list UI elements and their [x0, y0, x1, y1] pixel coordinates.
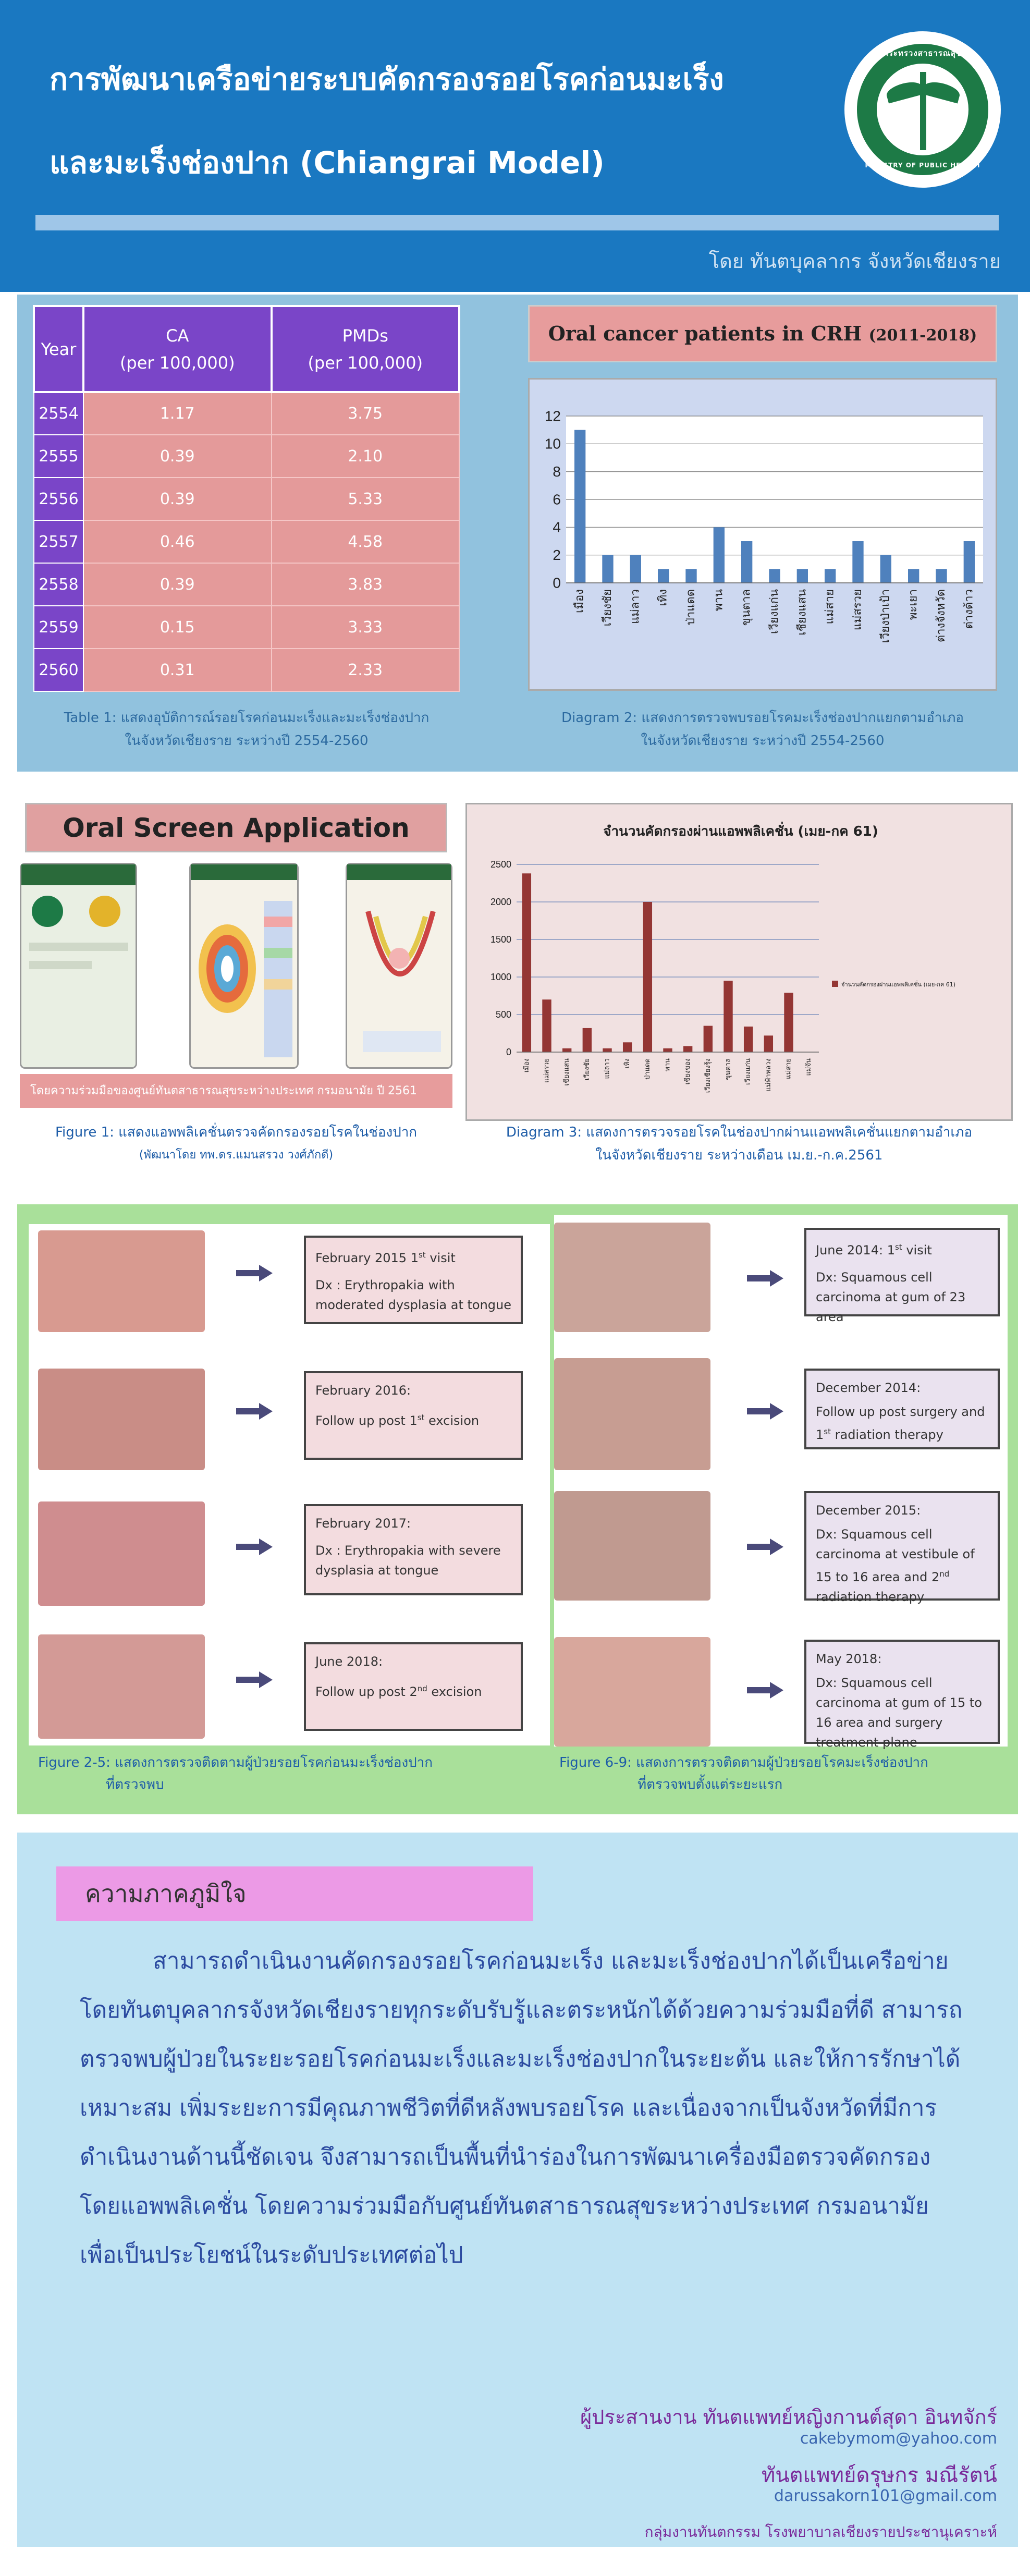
- chart1-title-box: [528, 305, 997, 362]
- incidence-table: [33, 305, 460, 692]
- right-case-caption: [559, 1752, 1008, 1796]
- bar: [630, 555, 641, 583]
- seal-top-text: กระทรวงสาธารณสุข: [883, 48, 962, 58]
- chart2-title: จำนวนคัดกรองผ่านแอพพลิเคชั่น (เมย-กค 61): [603, 824, 878, 839]
- bar: [685, 569, 696, 583]
- title-line-1: การพัฒนาเครือข่ายระบบคัดกรองรอยโรคก่อนมะเร็ง: [50, 62, 724, 97]
- col-pmd-label: PMDs: [342, 325, 388, 346]
- case-right-3-sup: nd: [939, 1569, 950, 1579]
- col-ca-label: CA: [166, 325, 189, 346]
- dentist-email[interactable]: darussakorn101@gmail.com: [774, 2487, 997, 2505]
- incidence-section: [17, 295, 1018, 772]
- chart2-panel: [465, 803, 1013, 1121]
- coordinator-name: ผู้ประสานงาน ทันตแพทย์หญิงกานต์สุดา อินทจักร์: [580, 2406, 997, 2428]
- pride-line: สามารถดำเนินงานคัดกรองรอยโรคก่อนมะเร็ง และมะเร็งช่องปากได้เป็นเครือข่าย: [153, 1948, 949, 1974]
- arrow-right-icon: [236, 1267, 273, 1278]
- chart2-caption-line-2: ในจังหวัดเชียงราย ระหว่างเดือน เม.ย.-ก.ค.2561: [595, 1147, 883, 1163]
- y-tick-label: 2000: [490, 897, 511, 907]
- app-caption: [17, 1121, 455, 1167]
- app-section: [17, 792, 1018, 1189]
- header-divider: [35, 215, 999, 230]
- arrow-right-icon: [236, 1405, 273, 1417]
- mouth-diagram-graphic: [347, 880, 454, 1068]
- phone1-statusbar: [21, 864, 136, 885]
- x-category-label: ป่าแดด: [643, 1058, 652, 1080]
- x-category-label: เวียงชัย: [601, 589, 614, 627]
- y-tick-label: 6: [553, 491, 561, 508]
- x-category-label: เชียงแสน: [795, 589, 809, 636]
- table-row: [34, 520, 459, 563]
- case-left-1-body: Dx : Erythropakia with moderated dysplasia at tongue: [315, 1278, 511, 1312]
- arrow-right-icon: [236, 1674, 273, 1685]
- case-right-1-date: June 2014:: [816, 1243, 884, 1258]
- cell-year: 2554: [34, 392, 83, 435]
- bar: [964, 541, 975, 583]
- poster-header: [0, 0, 1030, 292]
- y-tick-label: 2: [553, 547, 561, 563]
- y-tick-label: 4: [553, 519, 561, 535]
- pride-section: [17, 1833, 1018, 2547]
- case-left-4-body: Follow up post 2: [315, 1684, 418, 1699]
- x-category-label: เวียงแก่น: [744, 1058, 753, 1085]
- phone-screen-3: [346, 863, 452, 1069]
- bar: [602, 555, 613, 583]
- case-left-4-tail: excision: [427, 1684, 482, 1699]
- y-tick-label: 10: [544, 435, 561, 452]
- x-category-label: เทิง: [656, 589, 670, 606]
- right-case-caption-line-2: ที่ตรวจพบตั้งแต่ระยะแรก: [637, 1777, 783, 1792]
- bar: [643, 902, 652, 1052]
- x-category-label: แม่ลาว: [629, 589, 642, 624]
- cell-pmd: 4.58: [272, 520, 460, 563]
- app-banner: [25, 803, 447, 852]
- bar: [880, 555, 891, 583]
- x-category-label: แม่สรวย: [543, 1058, 551, 1083]
- y-tick-label: 0: [506, 1047, 511, 1057]
- cell-ca: 0.39: [83, 435, 272, 478]
- bar: [797, 569, 808, 583]
- case-right-2-tail: radiation therapy: [830, 1427, 943, 1442]
- app-banner-text: Oral Screen Application: [63, 813, 410, 843]
- x-category-label: เวียงเชียงรุ้ง: [704, 1058, 712, 1093]
- case-followup-section: [17, 1204, 1018, 1814]
- y-tick-label: 0: [553, 575, 561, 591]
- y-tick-label: 8: [553, 463, 561, 480]
- table-caption-line-2: ในจังหวัดเชียงราย ระหว่างปี 2554-2560: [125, 733, 369, 749]
- table-row: [34, 392, 459, 435]
- case-left-1-date: February 2015: [315, 1251, 407, 1265]
- table-row: [34, 435, 459, 478]
- x-category-label: แม่จัน: [805, 1058, 813, 1076]
- bar: [663, 1048, 672, 1052]
- x-category-label: แม่ลาว: [603, 1058, 611, 1079]
- case-left-photo-1: [38, 1230, 205, 1332]
- table-body: [34, 392, 459, 691]
- phone2-statusbar: [191, 864, 297, 880]
- bar: [658, 569, 669, 583]
- x-category-label: ต่างด้าว: [962, 589, 976, 629]
- case-right-box-1: [804, 1228, 1000, 1324]
- case-left-photo-3: [38, 1501, 205, 1606]
- case-left-3-body: Dx : Erythropakia with severe dysplasia at tongue: [315, 1543, 501, 1578]
- app-caption-line-2: (พัฒนาโดย ทพ.ดร.แมนสรวง วงศ์ภักดี): [139, 1149, 334, 1162]
- bar: [764, 1035, 773, 1052]
- pride-paragraph: [80, 1937, 976, 2280]
- bar: [522, 873, 531, 1052]
- app-footer-text: โดยความร่วมมือของศูนย์ทันตสาธารณสุขระหว่างประเทศ กรมอนามัย ปี 2561: [30, 1084, 418, 1097]
- case-left-1-visit-num: 1: [410, 1251, 419, 1265]
- pride-line: เหมาะสม เพิ่มระยะการมีคุณภาพชีวิตที่ดีหลังพบรอยโรค และเนื่องจากเป็นจังหวัดที่มีการ: [80, 2095, 937, 2121]
- bar: [603, 1048, 611, 1052]
- chart2-caption: [465, 1121, 1013, 1167]
- phone1-logo2-icon: [89, 896, 120, 927]
- case-right-3-body: Dx: Squamous cell carcinoma at vestibule of 15 to 16 area and 2: [816, 1527, 975, 1584]
- case-right-1-visit-num: 1: [887, 1243, 895, 1258]
- case-right-photo-4: [554, 1637, 710, 1747]
- bar: [562, 1048, 571, 1052]
- case-left-3-date: February 2017:: [315, 1516, 411, 1531]
- dentist-name: ทันตแพทย์ดรุษกร มณีรัตน์: [761, 2463, 997, 2487]
- cell-ca: 1.17: [83, 392, 272, 435]
- table-row: [34, 478, 459, 520]
- cell-year: 2557: [34, 520, 83, 563]
- y-tick-label: 1500: [490, 934, 511, 945]
- cell-year: 2560: [34, 649, 83, 691]
- cell-ca: 0.15: [83, 606, 272, 649]
- case-left-1-visit-rest: visit: [425, 1251, 456, 1265]
- cell-pmd: 3.75: [272, 392, 460, 435]
- case-right-1-visit-sup: st: [894, 1242, 902, 1252]
- case-right-1-date-line: [816, 1237, 988, 1260]
- pride-heading-box: [56, 1866, 533, 1921]
- title-line-2: และมะเร็งช่องปาก (Chiangrai Model): [50, 145, 605, 180]
- x-category-label: เชียงแสน: [563, 1058, 571, 1086]
- cell-pmd: 2.33: [272, 649, 460, 691]
- cell-ca: 0.46: [83, 520, 272, 563]
- col-year: Year: [34, 306, 83, 392]
- case-right-2-date: December 2014:: [816, 1381, 921, 1395]
- case-left-4-date: June 2018:: [315, 1654, 383, 1669]
- case-left-box-1: [304, 1236, 523, 1324]
- case-right-2-body: Follow up post surgery and 1: [816, 1405, 985, 1442]
- cell-ca: 0.39: [83, 563, 272, 606]
- case-right-photo-3: [554, 1491, 710, 1601]
- case-left-2-body: Follow up post 1: [315, 1413, 418, 1428]
- bar: [704, 1026, 713, 1052]
- bar: [741, 541, 752, 583]
- cell-year: 2556: [34, 478, 83, 520]
- case-left-box-4: [304, 1642, 523, 1731]
- bar: [683, 1046, 692, 1052]
- x-category-label: แม่สรวย: [851, 589, 864, 631]
- case-left-2-date: February 2016:: [315, 1383, 411, 1398]
- case-left-1-date-line: [315, 1245, 511, 1268]
- ministry-seal-logo: [844, 31, 1001, 188]
- bar: [769, 569, 780, 583]
- phone1-menu-line: [29, 943, 128, 951]
- bar: [908, 569, 919, 583]
- case-right-photo-1: [554, 1223, 710, 1332]
- x-category-label: เมือง: [522, 1058, 531, 1073]
- col-ca: [83, 306, 272, 392]
- arrow-right-icon: [747, 1405, 783, 1417]
- phone1-logo-icon: [32, 896, 63, 927]
- case-right-photo-2: [554, 1358, 710, 1470]
- phone3-statusbar: [347, 864, 451, 880]
- chart1-panel: [528, 378, 997, 691]
- case-right-1-body: Dx: Squamous cell carcinoma at gum of 23 area: [816, 1270, 966, 1324]
- table-row: [34, 563, 459, 606]
- x-category-label: เชียงของ: [684, 1058, 692, 1085]
- case-left-4-sup: nd: [417, 1684, 427, 1693]
- pride-line: ตรวจพบผู้ป่วยในระยะรอยโรคก่อนมะเร็งและมะเร็งช่องปากในระยะต้น และให้การรักษาได้: [80, 2046, 961, 2072]
- arrow-right-icon: [747, 1541, 783, 1552]
- case-left-box-3: [304, 1504, 523, 1595]
- table-row: [34, 649, 459, 691]
- y-tick-label: 500: [495, 1009, 511, 1020]
- chart1-caption-line-2: ในจังหวัดเชียงราย ระหว่างปี 2554-2560: [641, 733, 885, 749]
- bar: [825, 569, 836, 583]
- x-category-label: พะเยา: [906, 589, 920, 620]
- y-tick-label: 2500: [490, 859, 511, 870]
- organization: กลุ่มงานทันตกรรม โรงพยาบาลเชียงรายประชานุเคราะห์: [644, 2523, 997, 2541]
- table-row: [34, 606, 459, 649]
- chart2-svg: [467, 804, 1014, 1122]
- case-left-photo-4: [38, 1634, 205, 1739]
- col-ca-unit: (per 100,000): [119, 352, 235, 373]
- left-case-caption: [38, 1752, 507, 1796]
- bar: [724, 981, 732, 1052]
- app-caption-line-1: Figure 1: แสดงแอพพลิเคชั่นตรวจคัดกรองรอยโรคในช่องปาก: [55, 1125, 418, 1140]
- x-category-label: เวียงชัย: [583, 1058, 591, 1081]
- case-right-3-tail: radiation therapy: [816, 1590, 925, 1604]
- phone-screen-1: [20, 863, 137, 1069]
- x-category-label: แม่ฟ้าหลวง: [764, 1058, 772, 1092]
- cell-ca: 0.31: [83, 649, 272, 691]
- arrow-right-icon: [747, 1272, 783, 1284]
- arrow-right-icon: [747, 1684, 783, 1695]
- byline: โดย ทันตบุคลากร จังหวัดเชียงราย: [708, 250, 1001, 273]
- pride-line: ดำเนินงานด้านนี้ชัดเจน จึงสามารถเป็นพื้นที่นำร่องในการพัฒนาเครื่องมือตรวจคัดกรอง: [80, 2144, 931, 2170]
- case-right-box-3: [804, 1491, 1000, 1604]
- legend-swatch: [832, 981, 838, 987]
- x-category-label: เมือง: [573, 589, 586, 613]
- bar: [852, 541, 863, 583]
- cell-pmd: 5.33: [272, 478, 460, 520]
- x-category-label: เวียงแก่น: [768, 589, 781, 634]
- x-category-label: พาน: [664, 1058, 672, 1071]
- legend-label: จำนวนคัดกรองผ่านแอพพลิเคชั่น (เมย-กค 61): [841, 981, 956, 988]
- phone-screen-2: [189, 863, 299, 1069]
- plot-area: [517, 864, 819, 1052]
- phone1-menu-line: [29, 961, 92, 969]
- chart1-title: [530, 307, 996, 363]
- coordinator-email[interactable]: cakebymom@yahoo.com: [800, 2430, 997, 2448]
- case-right-1-visit-rest: visit: [902, 1243, 932, 1258]
- bar: [714, 527, 725, 583]
- bar: [583, 1028, 592, 1052]
- right-case-caption-line-1: Figure 6-9: แสดงการตรวจติดตามผู้ป่วยรอยโรคมะเร็งช่องปาก: [559, 1755, 928, 1771]
- chart1-caption-line-1: Diagram 2: แสดงการตรวจพบรอยโรคมะเร็งช่องปากแยกตามอำเภอ: [561, 710, 964, 726]
- seal-bottom-text: MINISTRY OF PUBLIC HEALTH: [865, 162, 980, 169]
- case-right-3-date: December 2015:: [816, 1503, 921, 1518]
- case-right-2-sup: st: [824, 1427, 831, 1436]
- cell-pmd: 3.83: [272, 563, 460, 606]
- case-right-4-body: Dx: Squamous cell carcinoma at gum of 15 to 16 area and surgery treatment plane: [816, 1676, 982, 1750]
- chart2-caption-line-1: Diagram 3: แสดงการตรวจรอยโรคในช่องปากผ่านแอพพลิเคชั่นแยกตามอำเภอ: [506, 1125, 973, 1140]
- app-footer-band: [20, 1074, 452, 1108]
- pride-heading: ความภาคภูมิใจ: [85, 1879, 247, 1908]
- bar: [623, 1042, 632, 1052]
- x-category-label: ป่าแดด: [684, 589, 697, 626]
- y-tick-label: 12: [544, 408, 561, 424]
- case-left-box-2: [304, 1371, 523, 1460]
- x-category-label: ขุนตาล: [724, 1058, 732, 1080]
- x-category-label: พาน: [712, 589, 726, 611]
- case-right-4-date: May 2018:: [816, 1652, 882, 1666]
- x-category-label: เวียงป่าเป้า: [879, 589, 892, 643]
- chart1-caption: [528, 706, 997, 752]
- cell-year: 2559: [34, 606, 83, 649]
- case-right-box-2: [804, 1369, 1000, 1449]
- col-pmd: [272, 306, 460, 392]
- case-left-2-sup: st: [417, 1413, 425, 1422]
- tooth-map-graphic: [191, 880, 300, 1068]
- ca-table: [33, 305, 460, 692]
- x-category-label: แม่สาย: [823, 589, 837, 625]
- col-pmd-unit: (per 100,000): [308, 352, 423, 373]
- pride-line: โดยทันตบุคลากรจังหวัดเชียงรายทุกระดับรับรู้และตระหนักได้ด้วยความร่วมมือที่ดี สามารถ: [80, 1997, 963, 2023]
- cell-pmd: 2.10: [272, 435, 460, 478]
- case-left-2-tail: excision: [424, 1413, 480, 1428]
- caduceus-icon: [920, 72, 926, 150]
- chart1-title-text: Oral cancer patients in CRH: [548, 322, 862, 345]
- case-left-1-visit-sup: st: [418, 1250, 426, 1260]
- left-case-caption-line-2: ที่ตรวจพบ: [106, 1777, 164, 1792]
- bar: [784, 993, 793, 1052]
- case-right-box-4: [804, 1640, 1000, 1750]
- chart1-title-years: (2011-2018): [868, 326, 977, 345]
- app-screens: [20, 863, 452, 1071]
- left-case-caption-line-1: Figure 2-5: แสดงการตรวจติดตามผู้ป่วยรอยโรคก่อนมะเร็งช่องปาก: [38, 1755, 433, 1771]
- cell-year: 2558: [34, 563, 83, 606]
- bar: [744, 1027, 753, 1052]
- chart1-svg: [530, 380, 999, 692]
- y-tick-label: 1000: [490, 972, 511, 982]
- x-category-label: ต่างจังหวัด: [935, 589, 948, 643]
- pride-line: เพื่อเป็นประโยชน์ในระดับประเทศต่อไป: [80, 2242, 463, 2268]
- x-category-label: แม่สาย: [784, 1058, 793, 1079]
- bar: [936, 569, 947, 583]
- bar: [542, 999, 551, 1052]
- x-category-label: เทิง: [623, 1058, 632, 1069]
- x-category-label: ขุนตาล: [740, 589, 753, 626]
- pride-line: โดยแอพพลิเคชั่น โดยความร่วมมือกับศูนย์ทันตสาธารณสุขระหว่างประเทศ กรมอนามัย: [80, 2193, 929, 2219]
- arrow-right-icon: [236, 1541, 273, 1552]
- bar: [574, 430, 585, 583]
- table-caption: [33, 706, 460, 752]
- cell-pmd: 3.33: [272, 606, 460, 649]
- case-left-photo-2: [38, 1369, 205, 1470]
- cell-year: 2555: [34, 435, 83, 478]
- cell-ca: 0.39: [83, 478, 272, 520]
- table-caption-line-1: Table 1: แสดงอุบัติการณ์รอยโรคก่อนมะเร็งและมะเร็งช่องปาก: [64, 710, 430, 726]
